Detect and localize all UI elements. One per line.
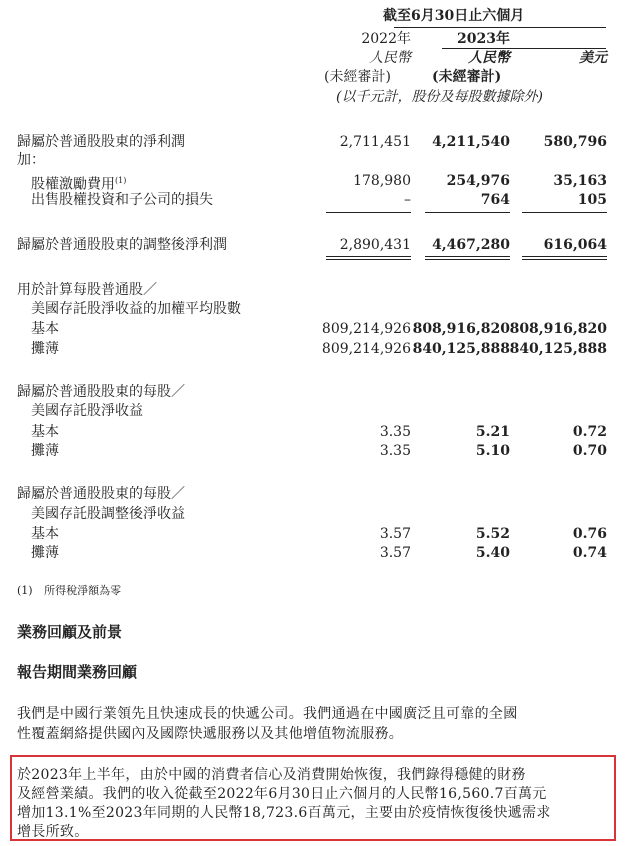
row-label-adj-eps-basic: 基本: [31, 526, 59, 542]
total-rule-2022-1: [326, 256, 411, 257]
subtotal-rule-usd: [522, 212, 607, 213]
subsection-title: 報告期間業務回顧: [17, 663, 138, 681]
row-label-wavg-basic: 基本: [31, 321, 59, 337]
row-label-adj-eps-1: 歸屬於普通股股東的每股／: [17, 486, 185, 502]
total-rule-2023-1: [425, 256, 510, 257]
total-rule-2023-2: [425, 259, 510, 260]
cell-sbc-2023: 254,976: [446, 173, 510, 189]
currency-rmb-2022: 人民幣: [369, 50, 411, 66]
total-rule-2022-2: [326, 259, 411, 260]
row-label-eps-2: 美國存託股淨收益: [31, 403, 143, 419]
period-underline: [394, 27, 606, 28]
paragraph-business-line-2: 性覆蓋網絡提供國內及國際快遞服務以及其他增值物流服務。: [17, 726, 404, 742]
cell-adj-net-income-2023: 4,467,280: [432, 237, 510, 253]
row-label-adj-eps-2: 美國存託股調整後淨收益: [31, 506, 185, 522]
subtotal-rule-2022: [326, 212, 411, 213]
period-header: 截至6月30日止六個月: [383, 8, 525, 24]
cell-wavg-basic-2022: 809,214,926: [321, 321, 411, 337]
cell-wavg-diluted-2023: 840,125,888: [412, 341, 510, 357]
paragraph-revenue-line-1: 於2023年上半年，由於中國的消費者信心及消費開始恢復，我們錄得穩健的財務: [17, 767, 526, 783]
cell-adj-eps-diluted-2023: 5.40: [475, 545, 510, 561]
year-2023-header: 2023年: [457, 31, 510, 47]
row-label-eps-basic: 基本: [31, 424, 59, 440]
cell-wavg-diluted-2022: 809,214,926: [321, 341, 411, 357]
cell-net-income-2023: 4,211,540: [432, 134, 510, 150]
paragraph-revenue-line-4: 增長所致。: [17, 824, 89, 840]
row-label-eps-1: 歸屬於普通股股東的每股／: [17, 384, 185, 400]
cell-net-income-usd: 580,796: [543, 134, 607, 150]
cell-eps-basic-2022: 3.35: [379, 424, 411, 440]
currency-usd: 美元: [579, 50, 607, 66]
cell-adj-net-income-usd: 616,064: [543, 237, 607, 253]
cell-eps-diluted-usd: 0.70: [572, 443, 607, 459]
row-label-add: 加：: [17, 152, 45, 168]
cell-eps-basic-2023: 5.21: [475, 424, 510, 440]
cell-loss-2023: 764: [480, 192, 510, 208]
paragraph-business-line-1: 我們是中國行業領先且快速成長的快遞公司。我們通過在中國廣泛且可靠的全國: [17, 706, 518, 722]
cell-wavg-basic-2023: 808,916,820: [412, 321, 510, 337]
paragraph-revenue-line-2: 及經營業績。我們的收入從截至2022年6月30日止六個月的人民幣16,560.7百萬元: [17, 786, 547, 802]
footnote-marker: (1): [17, 584, 33, 597]
row-label-sbc: 股權激勵費用$^{(1)}$: [31, 176, 127, 193]
cell-loss-2022: –: [404, 192, 411, 208]
subtotal-rule-2023: [425, 212, 510, 213]
unaudited-2022: (未經審計): [324, 69, 391, 85]
cell-sbc-2022: 178,980: [353, 173, 411, 189]
row-label-eps-diluted: 攤薄: [31, 443, 59, 459]
cell-eps-basic-usd: 0.72: [572, 424, 607, 440]
footnote: [17, 584, 121, 598]
section-title: 業務回顧及前景: [17, 623, 123, 641]
total-rule-usd-2: [522, 259, 607, 260]
unaudited-2023: (未經審計): [432, 69, 502, 85]
cell-wavg-basic-usd: 808,916,820: [509, 321, 607, 337]
footnote-text: 所得稅淨額為零: [44, 584, 122, 597]
row-label-adj-eps-diluted: 攤薄: [31, 545, 59, 561]
cell-adj-net-income-2022: 2,890,431: [339, 237, 411, 253]
cell-eps-diluted-2023: 5.10: [475, 443, 510, 459]
row-label-adj-net-income: 歸屬於普通股股東的調整後淨利潤: [17, 237, 227, 253]
total-rule-usd-1: [522, 256, 607, 257]
row-label-net-income: 歸屬於普通股股東的淨利潤: [17, 134, 185, 150]
row-label-wavg-1: 用於計算每股普通股／: [17, 282, 157, 298]
units-note: (以千元計，股份及每股數據除外): [336, 89, 543, 105]
year-2022-header: 2022年: [361, 31, 411, 47]
year-2023-underline: [442, 48, 606, 49]
paragraph-revenue-line-3: 增加13.1%至2023年同期的人民幣18,723.6百萬元，主要由於疫情恢復後快遞需求: [17, 805, 551, 821]
cell-sbc-usd: 35,163: [553, 173, 607, 189]
cell-loss-usd: 105: [577, 192, 607, 208]
cell-adj-eps-basic-2022: 3.57: [379, 526, 411, 542]
row-label-loss: 出售股權投資和子公司的損失: [31, 192, 213, 208]
cell-net-income-2022: 2,711,451: [339, 134, 411, 150]
cell-adj-eps-basic-usd: 0.76: [572, 526, 607, 542]
cell-adj-eps-diluted-usd: 0.74: [572, 545, 607, 561]
footnote-ref: (1): [115, 176, 127, 185]
currency-rmb-2023: 人民幣: [468, 50, 510, 66]
cell-adj-eps-diluted-2022: 3.57: [379, 545, 411, 561]
row-label-wavg-diluted: 攤薄: [31, 341, 59, 357]
row-label-wavg-2: 美國存託股淨收益的加權平均股數: [31, 301, 241, 317]
cell-adj-eps-basic-2023: 5.52: [475, 526, 510, 542]
cell-wavg-diluted-usd: 840,125,888: [509, 341, 607, 357]
cell-eps-diluted-2022: 3.35: [379, 443, 411, 459]
